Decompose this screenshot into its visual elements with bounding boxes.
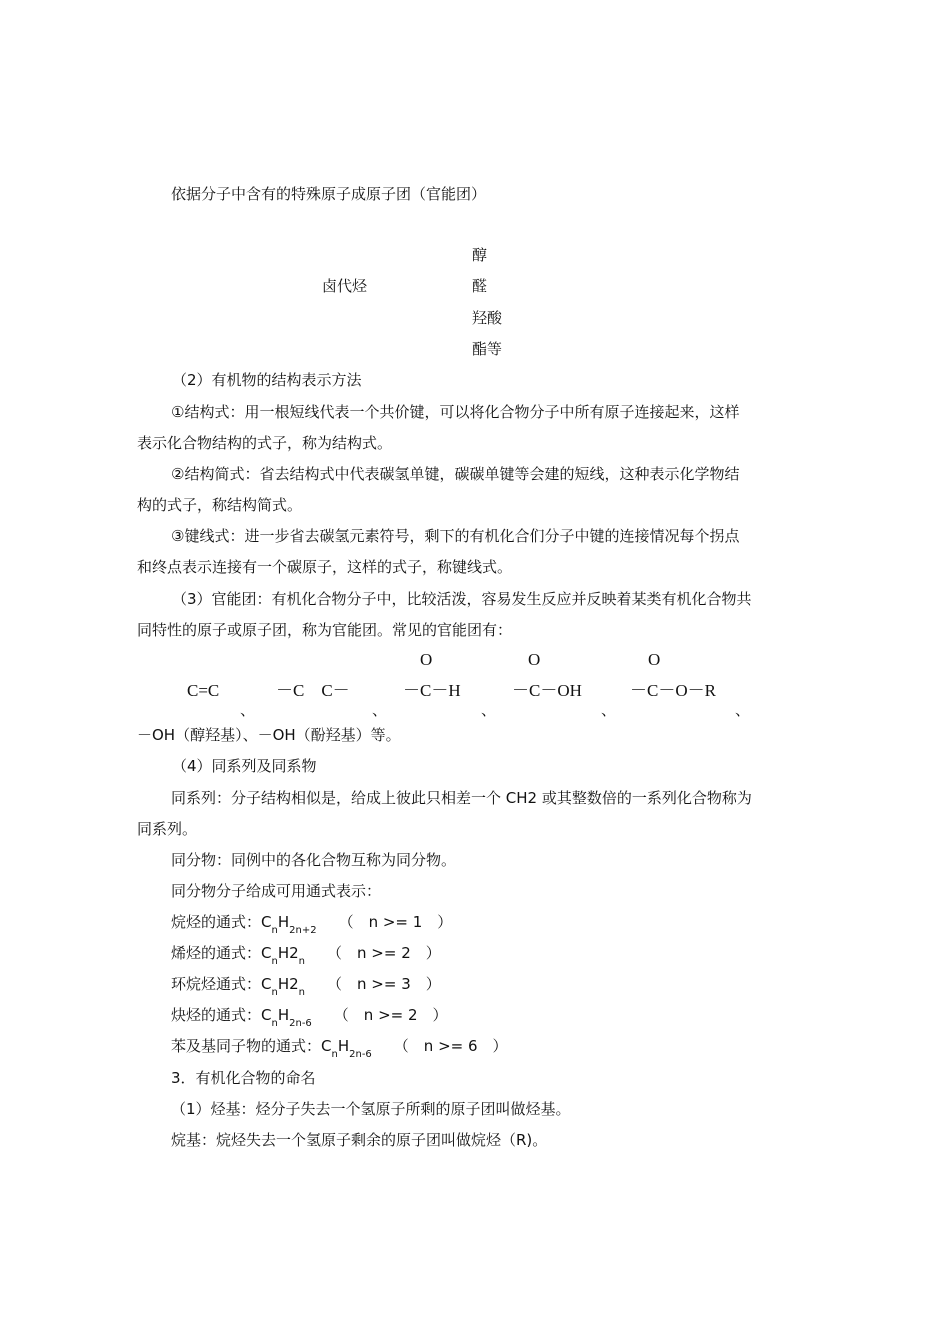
formula-h: H	[277, 1006, 290, 1024]
formula-c-subscript: n	[331, 1049, 338, 1060]
formula-h: H	[277, 913, 290, 931]
formula-c-subscript: n	[271, 1018, 278, 1029]
general-formula-intro: 同分物分子给成可用通式表示：	[171, 882, 382, 900]
skeletal-formula-text-2: 和终点表示连接有一个碳原子，这样的式子，称键线式。	[137, 558, 513, 576]
formula-c-subscript: n	[271, 987, 278, 998]
functional-group-text-1: （3）官能团：有机化合物分子中，比较活泼，容易发生反应并反映着某类有机化合物共	[172, 590, 752, 608]
category-carboxylic-acid: 羟酸	[472, 309, 503, 327]
formula-h: H	[337, 1037, 350, 1055]
section2-heading: （2）有机物的结构表示方法	[172, 371, 362, 389]
structural-formula-text-2: 表示化合物结构的式子，称为结构式。	[137, 434, 393, 452]
formula-h-subscript: 2n-6	[349, 1049, 372, 1060]
condensed-formula-text-1: ②结构简式：省去结构式中代表碳氢单键，碳碳单键等会建的短线，这种表示化学物结	[171, 465, 740, 483]
functional-group-text-2: 同特性的原子或原子团，称为官能团。常见的官能团有：	[137, 621, 513, 639]
formula-condition: （ n >= 6 ）	[393, 1037, 508, 1055]
homologous-series-text-2: 同系列。	[137, 820, 198, 838]
formula-c-subscript: n	[271, 925, 278, 936]
aldehyde-group: －C－H	[403, 681, 461, 700]
formula-condition: （ n >= 3 ）	[327, 975, 441, 993]
formula-condition: （ n >= 2 ）	[333, 1006, 448, 1024]
category-haloalkane: 卤代烃	[322, 277, 368, 295]
homologue-definition: 同分物：同例中的各化合物互称为同分物。	[171, 851, 457, 869]
formula-row-alkyne	[171, 1005, 448, 1028]
structural-formula-text-1: ①结构式：用一根短线代表一个共价键，可以将化合物分子中所有原子连接起来，这样	[171, 403, 740, 421]
formula-row-benzene	[171, 1036, 508, 1059]
formula-row-alkene	[171, 943, 441, 966]
separator: 、	[481, 701, 497, 719]
ester-oxygen: O	[648, 650, 661, 669]
formula-c: C	[261, 913, 272, 931]
alkyl-definition: 烷基：烷烃失去一个氢原子剩余的原子团叫做烷烃（R)。	[171, 1131, 548, 1149]
formula-c-subscript: n	[271, 956, 278, 967]
homologous-series-text-1: 同系列：分子结构相似是，给成上彼此只相差一个 CH2 或其整数倍的一系列化合物称为	[171, 789, 752, 807]
formula-h-subscript: 2n-6	[289, 1018, 312, 1029]
aldehyde-oxygen: O	[420, 650, 433, 669]
naming-heading: 3．有机化合物的命名	[171, 1069, 316, 1087]
condensed-formula-text-2: 构的式子，称结构简式。	[137, 496, 303, 514]
category-ester: 酯等	[472, 340, 503, 358]
formula-row-alkane	[171, 912, 452, 935]
formula-h-subscript: n	[298, 987, 306, 998]
formula-h-subscript: 2n+2	[289, 925, 317, 936]
formula-h: H2	[277, 975, 299, 993]
separator: 、	[240, 701, 256, 719]
formula-condition: （ n >= 2 ）	[327, 944, 441, 962]
hydroxyl-groups-text: －OH（醇羟基）、－OH（酚羟基）等。	[137, 726, 401, 744]
carboxyl-group: －C－OH	[512, 681, 582, 700]
section4-heading: （4）同系列及同系物	[172, 757, 317, 775]
ester-group: －C－O－R	[630, 681, 716, 700]
skeletal-formula-text-1: ③键线式：进一步省去碳氢元素符号，剩下的有机化合们分子中键的连接情况每个拐点	[171, 527, 740, 545]
separator: 、	[601, 701, 617, 719]
category-aldehyde: 醛	[472, 277, 488, 295]
formula-condition: （ n >= 1 ）	[338, 913, 453, 931]
formula-c: C	[261, 975, 272, 993]
formula-label: 炔烃的通式：	[171, 1006, 262, 1024]
formula-h-subscript: n	[298, 956, 306, 967]
triple-bond-group: －C C－	[276, 681, 350, 700]
double-bond-group: C=C	[187, 681, 220, 700]
separator: 、	[735, 701, 751, 719]
formula-h: H2	[277, 944, 299, 962]
formula-label: 烯烃的通式：	[171, 944, 262, 962]
separator: 、	[372, 701, 388, 719]
formula-label: 烷烃的通式：	[171, 913, 262, 931]
formula-c: C	[261, 1006, 272, 1024]
category-alcohol: 醇	[472, 246, 488, 264]
formula-row-cycloalkane	[171, 974, 441, 997]
formula-label: 环烷烃通式：	[171, 975, 262, 993]
hydrocarbyl-definition: （1）烃基：烃分子失去一个氢原子所剩的原子团叫做烃基。	[171, 1100, 571, 1118]
formula-c: C	[321, 1037, 332, 1055]
carboxyl-oxygen: O	[528, 650, 541, 669]
formula-c: C	[261, 944, 272, 962]
intro-text: 依据分子中含有的特殊原子成原子团（官能团）	[171, 185, 487, 203]
formula-label: 苯及基同子物的通式：	[171, 1037, 322, 1055]
